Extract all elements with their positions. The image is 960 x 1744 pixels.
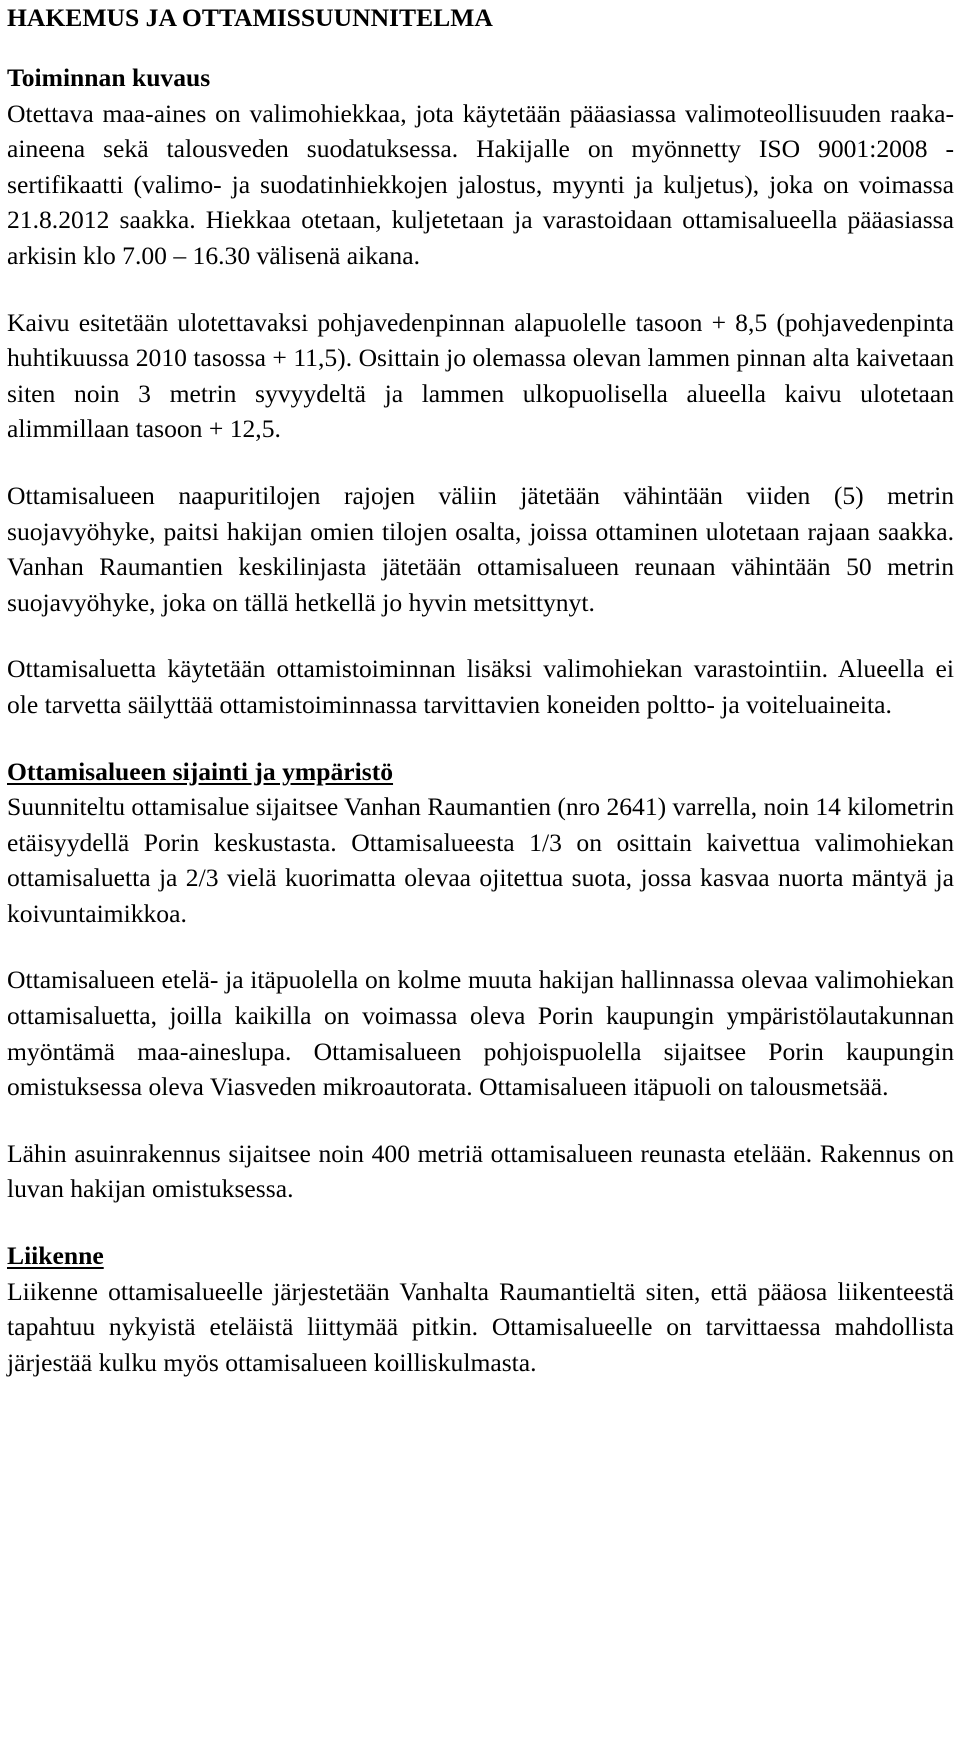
section-heading: Toiminnan kuvaus bbox=[7, 63, 211, 92]
document-page bbox=[7, 0, 954, 1380]
paragraph: Ottamisalueen naapuritilojen rajojen väliin jätetään vähintään viiden (5) metrin suojavyöhyke, paitsi hakijan omien tilojen osalta, joissa ottaminen ulotetaan rajaan saakka. Vanhan Raumantien keskilinjasta jätetään ottamisalueen reunaan vähintään 50 metrin suojavyöhyke, joka on tällä hetkellä jo hyvin metsittynyt. bbox=[7, 480, 954, 617]
paragraph: Liikenne ottamisalueelle järjestetään Vanhalta Raumantieltä siten, että pääosa liikenteestä tapahtuu nykyistä eteläistä liittymää pitkin. Ottamisalueelle on tarvittaessa mahdollista järjestää kulku myös ottamisalueen koilliskulmasta. bbox=[7, 1276, 954, 1377]
spacer bbox=[7, 35, 954, 60]
paragraph: Suunniteltu ottamisalue sijaitsee Vanhan Raumantien (nro 2641) varrella, noin 14 kilometrin etäisyydellä Porin keskustasta. Ottamisalueesta 1/3 on osittain kaivettua valimohiekan ottamisaluetta ja 2/3 vielä kuorimatta olevaa ojitettua suota, jossa kasvaa nuorta mäntyä ja koivuntaimikkoa. bbox=[7, 792, 955, 928]
document-title: HAKEMUS JA OTTAMISSUUNNITELMA bbox=[7, 3, 493, 32]
paragraph: Ottamisalueen etelä- ja itäpuolella on kolme muuta hakijan hallinnassa olevaa valimohiekan ottamisaluetta, joilla kaikilla on voimassa oleva Porin kaupungin ympäristölautakunnan myöntämä maa-aineslupa. Ottamisalueen pohjoispuolella sijaitsee Porin kaupungin omistuksessa oleva Viasveden mikroautorata. Ottamisalueen itäpuoli on talousmetsää. bbox=[7, 965, 954, 1102]
section-heading: Ottamisalueen sijainti ja ympäristö bbox=[7, 756, 394, 786]
spacer bbox=[7, 1105, 954, 1136]
paragraph: Kaivu esitetään ulotettavaksi pohjavedenpinnan alapuolelle tasoon + 8,5 (pohjavedenpinta huhtikuussa 2010 tasossa + 11,5). Osittain jo olemassa olevan lammen pinnan alta kaivetaan siten noin 3 metrin syvyydeltä ja lammen ulkopuolisella alueella kaivu ulotetaan alimmillaan tasoon + 12,5. bbox=[7, 307, 954, 444]
spacer bbox=[7, 447, 954, 478]
paragraph: Otettava maa-aines on valimohiekkaa, jota käytetään pääasiassa valimoteollisuuden raaka-aineena sekä talousveden suodatuksessa. Hakijalle on myönnetty ISO 9001:2008 -sertifikaatti (valimo- ja suodatinhiekkojen jalostus, myynti ja kuljetus), joka on voimassa 21.8.2012 saakka. Hiekkaa otetaan, kuljetetaan ja varastoidaan ottamisalueella pääasiassa arkisin klo 7.00 – 16.30 välisenä aikana. bbox=[7, 98, 954, 270]
section-sijainti-ja-ymparisto bbox=[7, 754, 954, 1208]
spacer bbox=[7, 723, 954, 754]
section-liikenne bbox=[7, 1238, 954, 1380]
spacer bbox=[7, 620, 954, 651]
spacer bbox=[7, 274, 954, 305]
spacer bbox=[7, 1207, 954, 1238]
section-toiminnan-kuvaus bbox=[7, 60, 954, 723]
spacer bbox=[7, 931, 954, 962]
section-heading: Liikenne bbox=[7, 1241, 104, 1271]
paragraph: Ottamisaluetta käytetään ottamistoiminnan lisäksi valimohiekan varastointiin. Alueella ei ole tarvetta säilyttää ottamistoiminnassa tarvittavien koneiden poltto- ja voiteluaineita. bbox=[7, 654, 954, 719]
paragraph: Lähin asuinrakennus sijaitsee noin 400 metriä ottamisalueen reunasta etelään. Rakennus on luvan hakijan omistuksessa. bbox=[7, 1138, 954, 1204]
